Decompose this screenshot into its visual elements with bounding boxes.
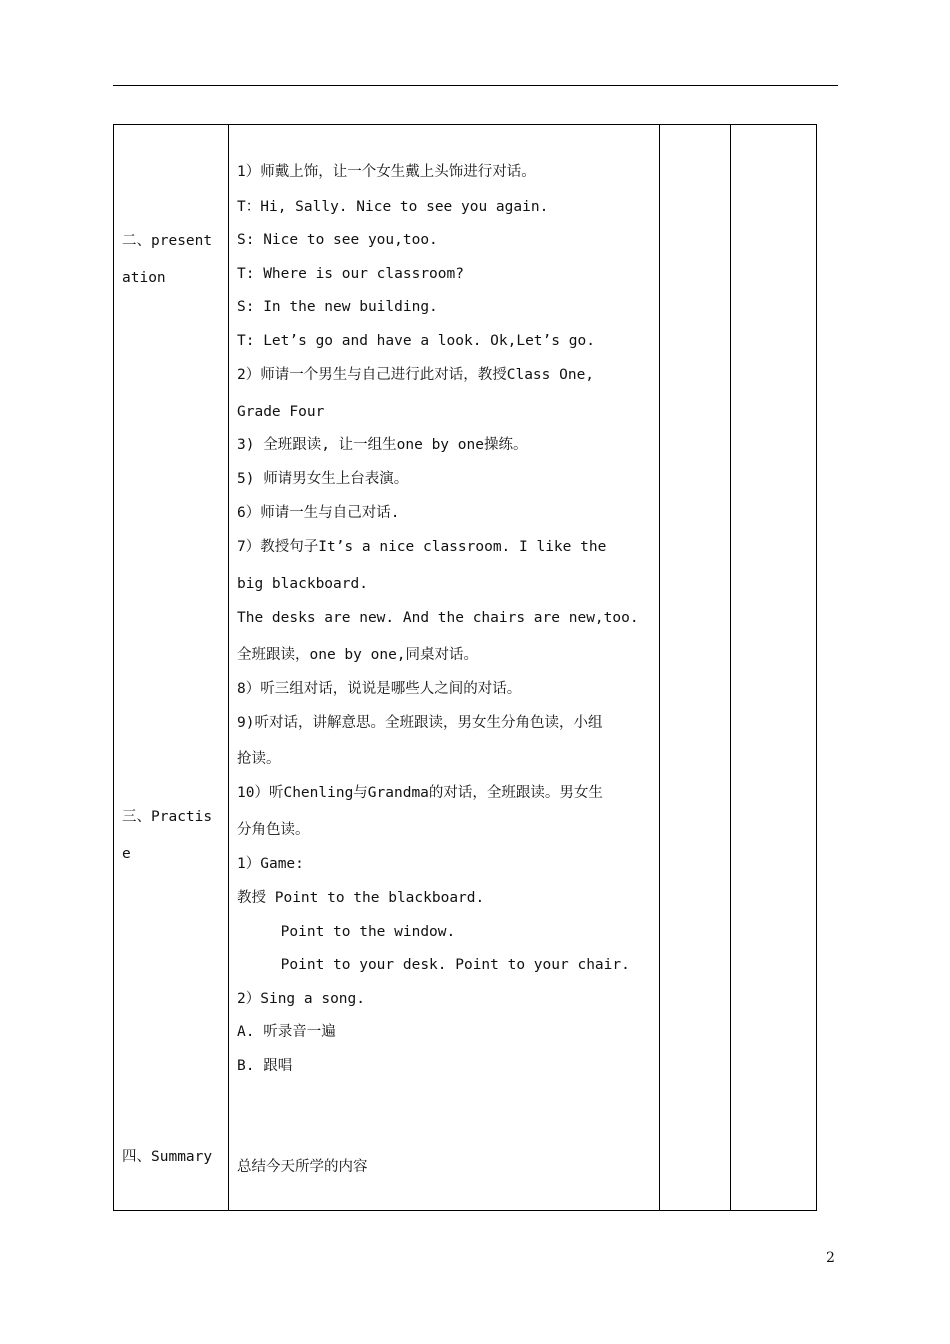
content-line: Point to the window.: [237, 924, 456, 940]
section-label: 四、Summary: [122, 1149, 213, 1165]
column-divider-1: [228, 125, 229, 1210]
content-line: Point to your desk. Point to your chair.: [237, 957, 630, 973]
content-line: 8）听三组对话，说说是哪些人之间的对话。: [237, 681, 522, 697]
content-line: 6）师请一生与自己对话.: [237, 505, 400, 521]
content-line: 7）教授句子It’s a nice classroom. I like the: [237, 539, 607, 555]
content-line: 2）Sing a song.: [237, 991, 365, 1007]
content-line: S: In the new building.: [237, 299, 438, 315]
lesson-table: [113, 124, 817, 1211]
content-line: 2）师请一个男生与自己进行此对话，教授Class One,: [237, 367, 595, 383]
content-line: 1）Game:: [237, 856, 304, 872]
content-line: A. 听录音一遍: [237, 1024, 336, 1040]
content-line: T: Where is our classroom?: [237, 266, 464, 282]
content-line: S: Nice to see you,too.: [237, 232, 438, 248]
content-line: 教授 Point to the blackboard.: [237, 890, 485, 906]
content-line: 全班跟读，one by one,同桌对话。: [237, 647, 479, 663]
section-label: 二、present: [122, 233, 213, 249]
content-line: T: Let’s go and have a look. Ok,Let’s go.: [237, 333, 595, 349]
section-label: ation: [122, 270, 166, 286]
content-line: T：Hi, Sally. Nice to see you again.: [237, 199, 549, 215]
content-line: 总结今天所学的内容: [237, 1159, 368, 1175]
content-line: 5) 师请男女生上台表演。: [237, 471, 409, 487]
content-line: big blackboard.: [237, 576, 368, 592]
section-label: 三、Practis: [122, 809, 213, 825]
content-line: 1）师戴上饰，让一个女生戴上头饰进行对话。: [237, 164, 536, 180]
content-line: Grade Four: [237, 404, 325, 420]
column-divider-3: [730, 125, 731, 1210]
content-line: B. 跟唱: [237, 1058, 293, 1074]
content-line: 3) 全班跟读, 让一组生one by one操练。: [237, 437, 528, 453]
content-line: 9)听对话，讲解意思。全班跟读，男女生分角色读，小组: [237, 715, 603, 731]
content-line: 10）听Chenling与Grandma的对话，全班跟读。男女生: [237, 785, 603, 801]
column-divider-2: [659, 125, 660, 1210]
header-rule: [113, 85, 838, 86]
section-label: e: [122, 846, 131, 862]
content-line: 抢读。: [237, 751, 281, 767]
content-line: 分角色读。: [237, 822, 310, 838]
page-number: 2: [826, 1250, 835, 1266]
content-line: The desks are new. And the chairs are new,too.: [237, 610, 639, 626]
